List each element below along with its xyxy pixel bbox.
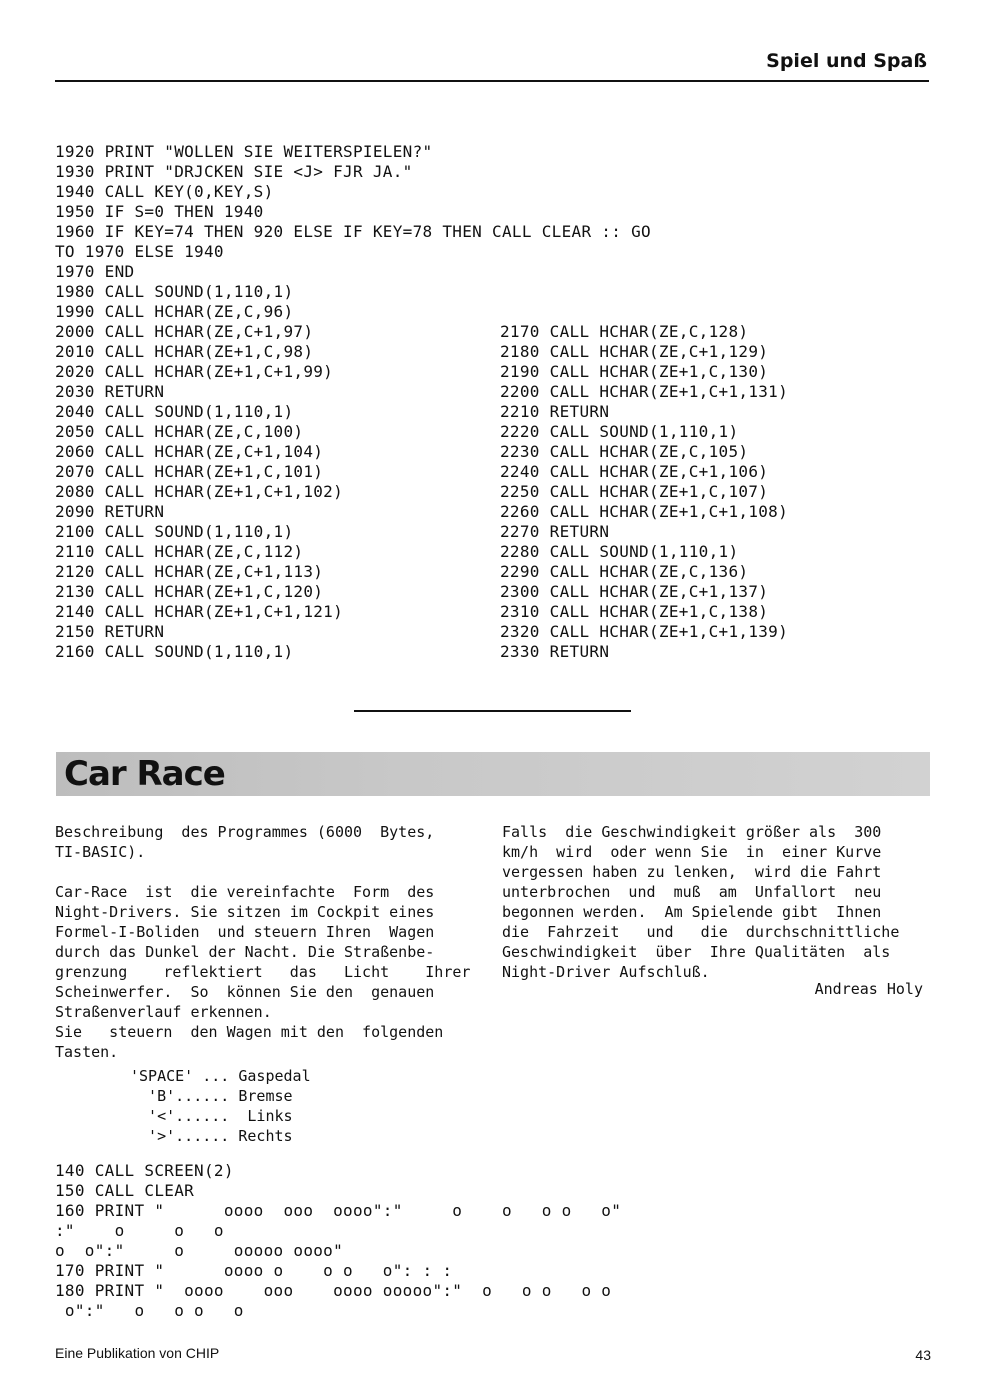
code-line: 2270 RETURN [500,522,610,541]
section-header: Spiel und Spaß [766,50,927,72]
text-line: Tasten. [55,1043,119,1061]
text-line: Straßenverlauf erkennen. [55,1003,272,1021]
code-listing-left [55,322,343,662]
text-line: Beschreibung des Programmes (6000 Bytes, [55,823,435,841]
code-line: 150 CALL CLEAR [55,1181,195,1200]
code-line: 1920 PRINT "WOLLEN SIE WEITERSPIELEN?" [55,142,433,161]
text-line: Car-Race ist die vereinfachte Form des [55,883,435,901]
footer-publication: Eine Publikation von CHIP [55,1345,220,1361]
code-line: 2300 CALL HCHAR(ZE,C+1,137) [500,582,769,601]
code-line: 2200 CALL HCHAR(ZE+1,C+1,131) [500,382,789,401]
text-line: unterbrochen und muß am Unfallort neu [502,883,882,901]
code-listing-bottom [55,1161,621,1321]
code-line: :" o o o [55,1221,224,1240]
code-line: 2030 RETURN [55,382,165,401]
article-right-column [502,822,899,982]
code-line: 180 PRINT " oooo ooo oooo ooooo":" o o o o o [55,1281,612,1300]
text-line: Night-Drivers. Sie sitzen im Cockpit eines [55,903,435,921]
text-line: grenzung reflektiert das Licht Ihrer [55,963,471,981]
text-line: Scheinwerfer. So können Sie den genauen [55,983,435,1001]
code-line: 2260 CALL HCHAR(ZE+1,C+1,108) [500,502,789,521]
code-line: 2330 RETURN [500,642,610,661]
code-listing-right [500,322,788,662]
code-line: 2150 RETURN [55,622,165,641]
code-line: 2140 CALL HCHAR(ZE+1,C+1,121) [55,602,344,621]
code-line: 2170 CALL HCHAR(ZE,C,128) [500,322,749,341]
code-line: 2130 CALL HCHAR(ZE+1,C,120) [55,582,324,601]
code-line: 140 CALL SCREEN(2) [55,1161,234,1180]
text-line: Night-Driver Aufschluß. [502,963,710,981]
code-line: 2100 CALL SOUND(1,110,1) [55,522,294,541]
code-line: 2250 CALL HCHAR(ZE+1,C,107) [500,482,769,501]
code-line: 2210 RETURN [500,402,610,421]
code-line: o o":" o ooooo oooo" [55,1241,344,1260]
code-line: 1950 IF S=0 THEN 1940 [55,202,264,221]
key-line: '<'...... Links [130,1107,293,1125]
article-left-column [55,822,470,1062]
code-line: 2000 CALL HCHAR(ZE,C+1,97) [55,322,314,341]
header-rule [55,80,929,82]
code-line: 2230 CALL HCHAR(ZE,C,105) [500,442,749,461]
text-line: Geschwindigkeit über Ihre Qualitäten als [502,943,891,961]
article-title: Car Race [64,754,225,794]
code-line: 2020 CALL HCHAR(ZE+1,C+1,99) [55,362,334,381]
code-line: 2090 RETURN [55,502,165,521]
text-line: TI-BASIC). [55,843,146,861]
text-line: Falls die Geschwindigkeit größer als 300 [502,823,882,841]
text-line: km/h wird oder wenn Sie in einer Kurve [502,843,882,861]
code-line: 1930 PRINT "DRJCKEN SIE <J> FJR JA." [55,162,413,181]
page-number: 43 [915,1347,931,1363]
text-line: begonnen werden. Am Spielende gibt Ihnen [502,903,882,921]
code-line: 2120 CALL HCHAR(ZE,C+1,113) [55,562,324,581]
text-line: Formel-I-Boliden und steuern Ihren Wagen [55,923,435,941]
code-line: 2110 CALL HCHAR(ZE,C,112) [55,542,304,561]
key-line: '>'...... Rechts [130,1127,293,1145]
code-line: 1990 CALL HCHAR(ZE,C,96) [55,302,294,321]
code-line: 1970 END [55,262,135,281]
code-line: 2280 CALL SOUND(1,110,1) [500,542,739,561]
text-line: Sie steuern den Wagen mit den folgenden [55,1023,444,1041]
code-line: 1960 IF KEY=74 THEN 920 ELSE IF KEY=78 THEN CALL CLEAR :: GO [55,222,651,241]
code-line: 2070 CALL HCHAR(ZE+1,C,101) [55,462,324,481]
code-line: 2050 CALL HCHAR(ZE,C,100) [55,422,304,441]
code-line: 2160 CALL SOUND(1,110,1) [55,642,294,661]
code-line: 2310 CALL HCHAR(ZE+1,C,138) [500,602,769,621]
author-name: Andreas Holy [814,980,923,998]
code-line: 2290 CALL HCHAR(ZE,C,136) [500,562,749,581]
code-line: 1980 CALL SOUND(1,110,1) [55,282,294,301]
code-line: o":" o o o o [55,1301,244,1320]
text-line: die Fahrzeit und die durchschnittliche [502,923,900,941]
text-line: durch das Dunkel der Nacht. Die Straßenbe- [55,943,435,961]
code-line: 1940 CALL KEY(0,KEY,S) [55,182,274,201]
code-line: 2190 CALL HCHAR(ZE+1,C,130) [500,362,769,381]
code-line: 2080 CALL HCHAR(ZE+1,C+1,102) [55,482,344,501]
code-listing-top [55,142,651,322]
section-divider [354,710,631,712]
key-line: 'SPACE' ... Gaspedal [130,1067,311,1085]
code-line: 2240 CALL HCHAR(ZE,C+1,106) [500,462,769,481]
article-banner [56,752,930,796]
code-line: 2220 CALL SOUND(1,110,1) [500,422,739,441]
text-line [55,862,470,882]
code-line: 170 PRINT " oooo o o o o": : : [55,1261,453,1280]
code-line: 2180 CALL HCHAR(ZE,C+1,129) [500,342,769,361]
code-line: 2060 CALL HCHAR(ZE,C+1,104) [55,442,324,461]
code-line: 2320 CALL HCHAR(ZE+1,C+1,139) [500,622,789,641]
text-line: vergessen haben zu lenken, wird die Fahrt [502,863,882,881]
key-line: 'B'...... Bremse [130,1087,293,1105]
code-line: 2040 CALL SOUND(1,110,1) [55,402,294,421]
key-list [130,1066,311,1146]
code-line: 160 PRINT " oooo ooo oooo":" o o o o o" [55,1201,622,1220]
code-line: 2010 CALL HCHAR(ZE+1,C,98) [55,342,314,361]
code-line: TO 1970 ELSE 1940 [55,242,224,261]
